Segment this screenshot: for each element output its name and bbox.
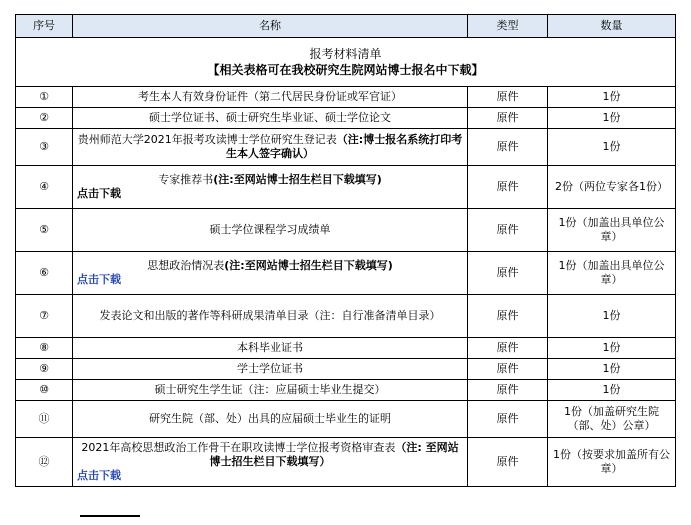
table-title: 报考材料清单 — [309, 47, 382, 61]
row-type: 原件 — [468, 359, 548, 380]
row-qty: 1份（加盖研究生院（部、处）公章） — [548, 401, 676, 438]
row-qty: 1份 — [548, 338, 676, 359]
row-number: ③ — [16, 129, 73, 166]
table-row — [16, 87, 676, 108]
download-link[interactable]: 点击下载 — [77, 273, 121, 286]
table-row — [16, 252, 676, 295]
table-row — [16, 380, 676, 401]
row-name-cell — [73, 129, 468, 166]
row-number: ② — [16, 108, 73, 129]
download-link[interactable]: 点击下载 — [77, 187, 121, 200]
row-qty: 1份 — [548, 295, 676, 338]
row-qty: 1份 — [548, 359, 676, 380]
row-name: 研究生院（部、处）出具的应届硕士毕业生的证明 — [73, 401, 468, 438]
download-link[interactable]: 点击下载 — [77, 469, 121, 482]
row-type: 原件 — [468, 380, 548, 401]
row-type: 原件 — [468, 108, 548, 129]
row-name-cell — [73, 438, 468, 487]
row-name: 硕士学位课程学习成绩单 — [73, 209, 468, 252]
header-qty: 数量 — [548, 15, 676, 38]
table-row — [16, 438, 676, 487]
row-type: 原件 — [468, 166, 548, 209]
row-type: 原件 — [468, 209, 548, 252]
row-qty: 1份（加盖出具单位公章） — [548, 209, 676, 252]
row-name: 硕士研究生学生证（注：应届硕士毕业生提交） — [73, 380, 468, 401]
row-qty: 1份 — [548, 108, 676, 129]
row-qty: 1份（按要求加盖所有公章） — [548, 438, 676, 487]
row-type: 原件 — [468, 401, 548, 438]
cropped-underline — [80, 515, 140, 523]
row-name-cell — [73, 166, 468, 209]
row-type: 原件 — [468, 129, 548, 166]
header-type: 类型 — [468, 15, 548, 38]
row-name: 本科毕业证书 — [73, 338, 468, 359]
row-type: 原件 — [468, 252, 548, 295]
table-header-row — [16, 15, 676, 38]
row-number: ⑧ — [16, 338, 73, 359]
row-number: ① — [16, 87, 73, 108]
row-name: 发表论文和出版的著作等科研成果清单目录（注：自行准备清单目录） — [73, 295, 468, 338]
table-subtitle: 【相关表格可在我校研究生院网站博士报名中下载】 — [207, 63, 484, 77]
header-no: 序号 — [16, 15, 73, 38]
table-row — [16, 108, 676, 129]
table-row — [16, 166, 676, 209]
row-note: （注: 至网站博士招生栏目下载填写） — [209, 441, 459, 468]
row-qty: 1份 — [548, 380, 676, 401]
row-qty: 1份（加盖出具单位公章） — [548, 252, 676, 295]
table-row — [16, 295, 676, 338]
row-type: 原件 — [468, 438, 548, 487]
row-type: 原件 — [468, 87, 548, 108]
row-name-cell — [73, 252, 468, 295]
row-name: 思想政治情况表 — [147, 259, 225, 272]
row-name: 硕士学位证书、硕士研究生毕业证、硕士学位论文 — [73, 108, 468, 129]
table-row — [16, 359, 676, 380]
row-note: （注:博士报名系统打印考生本人签字确认） — [226, 133, 463, 160]
row-number: ⑤ — [16, 209, 73, 252]
row-name: 专家推荐书 — [158, 173, 214, 186]
row-number: ⑫ — [16, 438, 73, 487]
materials-table — [15, 14, 676, 487]
table-row — [16, 338, 676, 359]
row-type: 原件 — [468, 338, 548, 359]
row-name: 贵州师范大学2021年报考攻读博士学位研究生登记表 — [77, 133, 337, 146]
row-number: ⑦ — [16, 295, 73, 338]
row-qty: 1份 — [548, 87, 676, 108]
row-name: 考生本人有效身份证件（第二代居民身份证或军官证） — [73, 87, 468, 108]
row-number: ⑥ — [16, 252, 73, 295]
table-row — [16, 209, 676, 252]
row-name: 2021年高校思想政治工作骨干在职攻读博士学位报考资格审查表 — [81, 441, 396, 454]
row-number: ④ — [16, 166, 73, 209]
header-name: 名称 — [73, 15, 468, 38]
row-type: 原件 — [468, 295, 548, 338]
row-note: (注:至网站博士招生栏目下载填写) — [224, 259, 393, 272]
table-row — [16, 129, 676, 166]
row-name: 学士学位证书 — [73, 359, 468, 380]
row-qty: 1份 — [548, 129, 676, 166]
row-number: ⑩ — [16, 380, 73, 401]
table-row — [16, 401, 676, 438]
row-qty: 2份（两位专家各1份） — [548, 166, 676, 209]
table-title-cell — [16, 38, 676, 87]
row-number: ⑪ — [16, 401, 73, 438]
row-number: ⑨ — [16, 359, 73, 380]
row-note: (注:至网站博士招生栏目下载填写) — [213, 173, 382, 186]
